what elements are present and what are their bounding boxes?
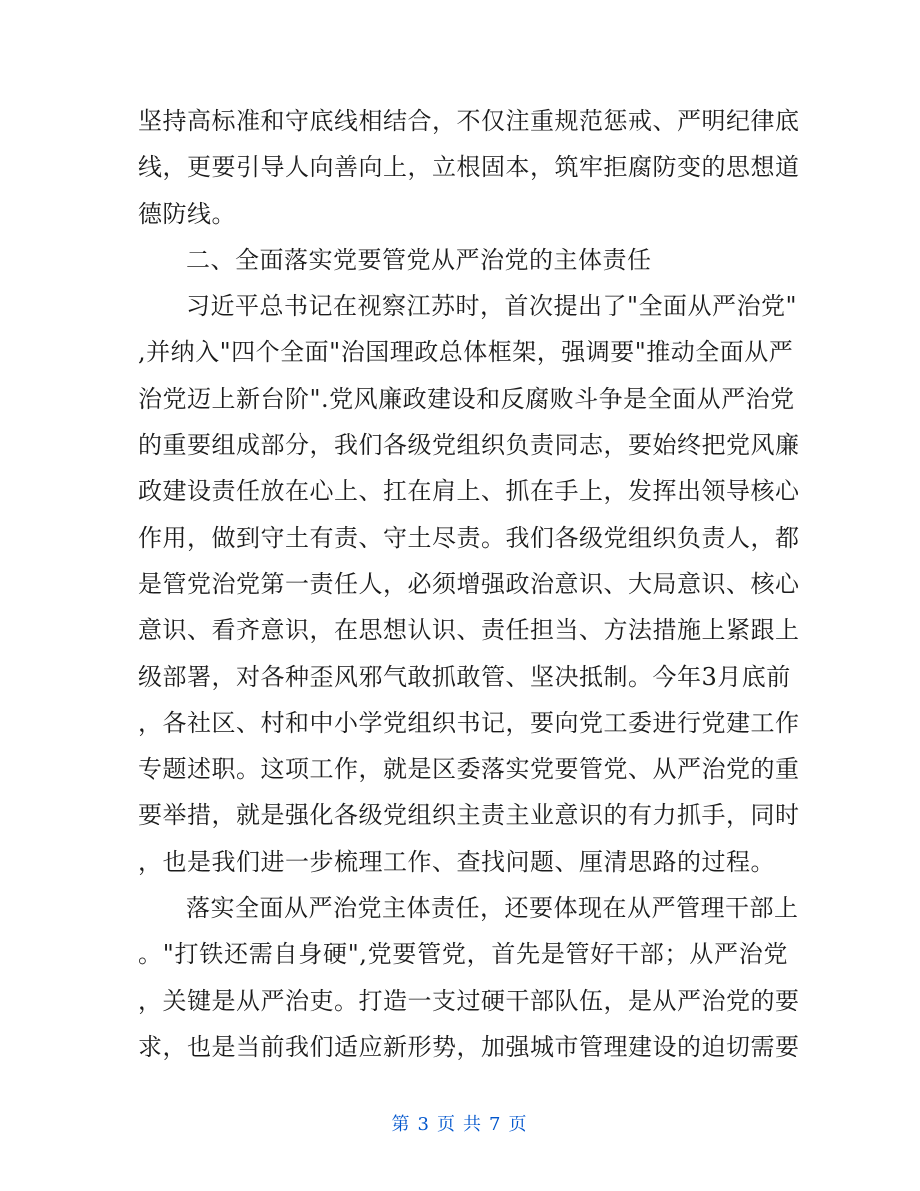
footer-total-pages: 7 (489, 1114, 503, 1135)
text-line: 二、全面落实党要管党从严治党的主体责任 (186, 245, 652, 274)
text-line: 意识、看齐意识，在思想认识、责任担当、方法措施上紧跟上 (138, 616, 800, 645)
text-line: 政建设责任放在心上、扛在肩上、抓在手上，发挥出领导核心 (138, 477, 800, 506)
text-line: 坚持高标准和守底线相结合，不仅注重规范惩戒、严明纪律底 (138, 107, 800, 135)
text-line: 专题述职。这项工作，就是区委落实党要管党、从严治党的重 (138, 755, 800, 784)
text-line: ，关键是从严治吏。打造一支过硬干部队伍，是从严治党的要 (138, 986, 800, 1015)
text-line: ,并纳入"四个全面"治国理政总体框架，强调要"推动全面从严 (138, 338, 794, 367)
text-line: 落实全面从严治党主体责任，还要体现在从严管理干部上 (186, 894, 799, 923)
text-line: ，也是我们进一步梳理工作、查找问题、厘清思路的过程。 (138, 847, 775, 876)
text-line: 的重要组成部分，我们各级党组织负责同志，要始终把党风廉 (138, 431, 800, 460)
text-line: 习近平总书记在视察江苏时，首次提出了"全面从严治党" (186, 292, 798, 321)
footer-label-total-unit: 页 (508, 1114, 529, 1135)
text-line: 线，更要引导人向善向上，立根固本，筑牢拒腐防变的思想道 (138, 153, 800, 182)
text-line: 是管党治党第一责任人，必须增强政治意识、大局意识、核心 (138, 569, 800, 598)
text-line: 德防线。 (138, 199, 236, 228)
footer-current-page: 3 (417, 1114, 431, 1135)
text-line: 作用，做到守土有责、守土尽责。我们各级党组织负责人，都 (138, 523, 800, 552)
text-line: 级部署，对各种歪风邪气敢抓敢管、坚决抵制。今年3月底前 (138, 662, 791, 691)
text-line: ，各社区、村和中小学党组织书记，要向党工委进行党建工作 (138, 708, 800, 737)
page-footer (0, 1110, 920, 1136)
footer-label-total: 共 (463, 1114, 483, 1135)
text-line: 治党迈上新台阶".党风廉政建设和反腐败斗争是全面从严治党 (138, 384, 795, 413)
footer-label-page: 第 (391, 1114, 412, 1135)
text-line: 要举措，就是强化各级党组织主责主业意识的有力抓手，同时 (138, 801, 800, 830)
text-line: 求，也是当前我们适应新形势，加强城市管理建设的迫切需要 (138, 1032, 800, 1061)
document-body (138, 98, 800, 1070)
footer-label-page-unit: 页 (437, 1114, 457, 1135)
text-line: 。"打铁还需自身硬",党要管党，首先是管好干部；从严治党 (138, 940, 788, 969)
